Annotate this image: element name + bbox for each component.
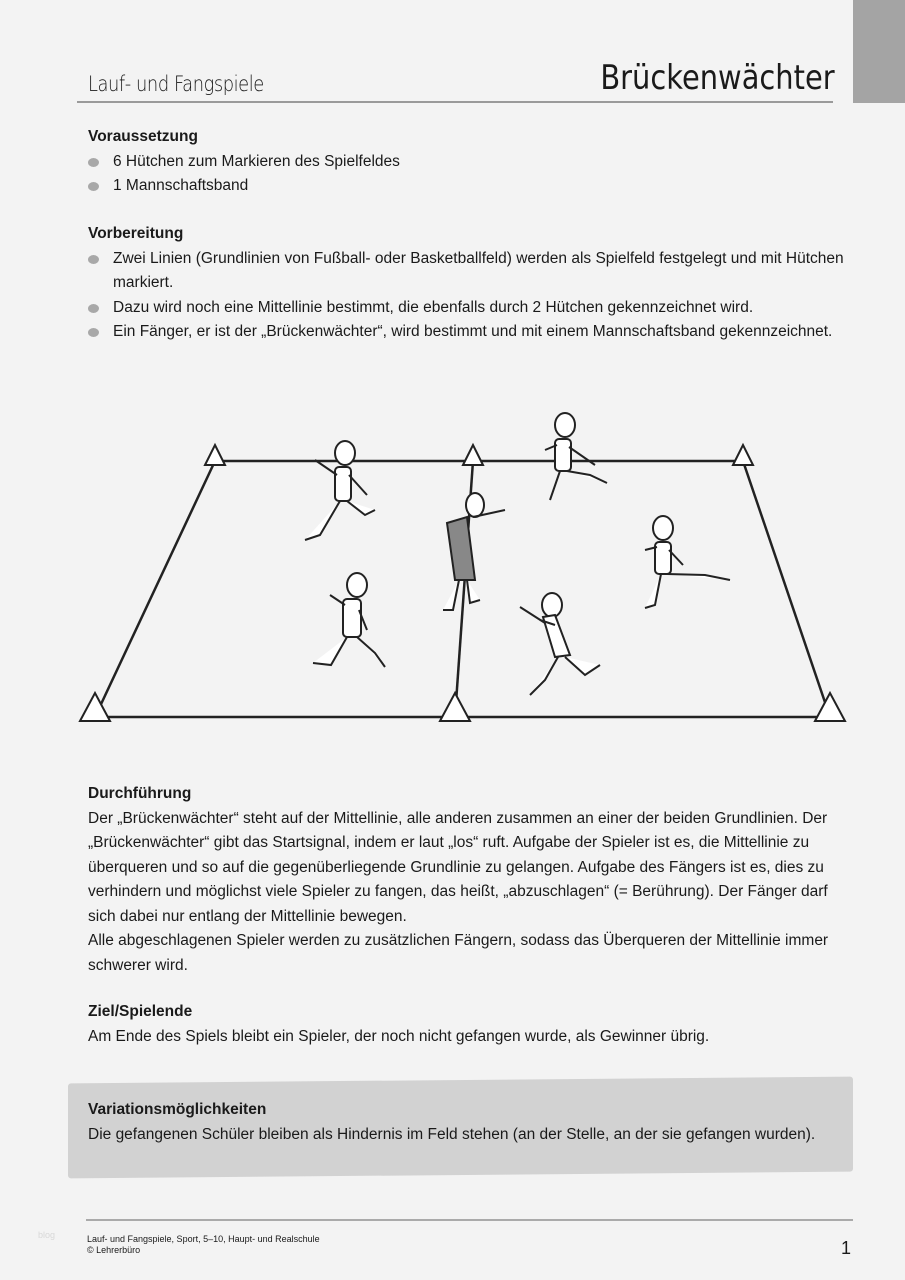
- list-item: 1 Mannschaftsband: [88, 174, 858, 199]
- player: [645, 516, 730, 608]
- section-durchfuehrung: [88, 782, 858, 978]
- section-heading: Vorbereitung: [88, 225, 184, 242]
- player: [305, 441, 375, 540]
- footer: [87, 1234, 320, 1256]
- footer-copyright: © Lehrerbüro: [87, 1245, 141, 1255]
- paragraph: Am Ende des Spiels bleibt ein Spieler, der noch nicht gefangen wurde, als Gewinner übrig.: [88, 1027, 710, 1045]
- cone: [815, 693, 845, 721]
- page-number: 1: [840, 1238, 851, 1258]
- section-heading: Variationsmöglichkeiten: [88, 1101, 267, 1118]
- watermark: blog: [38, 1230, 56, 1240]
- cone: [733, 445, 753, 465]
- cone: [205, 445, 225, 465]
- cone: [463, 445, 483, 465]
- list-item: Dazu wird noch eine Mittellinie bestimmt, die ebenfalls durch 2 Hütchen gekennzeichnet wird.: [88, 296, 858, 321]
- player-catcher: [443, 493, 505, 610]
- list-item: 6 Hütchen zum Markieren des Spielfeldes: [88, 150, 858, 175]
- playing-field-illustration: [75, 405, 855, 735]
- cones: [80, 445, 845, 721]
- player: [520, 593, 600, 695]
- section-variationen: [88, 1098, 858, 1147]
- section-vorbereitung: [88, 222, 858, 345]
- cone: [440, 693, 470, 721]
- section-heading: Voraussetzung: [88, 128, 198, 145]
- page-tab-marker: [853, 0, 905, 103]
- section-heading: Durchführung: [88, 785, 192, 802]
- list-item: Ein Fänger, er ist der „Brückenwächter“, wird bestimmt und mit einem Mannschaftsband gekennzeichnet.: [88, 320, 858, 345]
- paragraph: Alle abgeschlagenen Spieler werden zu zusätzlichen Fängern, sodass das Überqueren der Mittellinie immer schwerer wird.: [88, 932, 829, 974]
- field-lines: [95, 461, 830, 717]
- players: [305, 413, 730, 695]
- footer-source: Lauf- und Fangspiele, Sport, 5–10, Haupt- und Realschule: [87, 1234, 320, 1244]
- paragraph: Die gefangenen Schüler bleiben als Hindernis im Feld stehen (an der Stelle, an der sie gefangen wurden).: [88, 1125, 816, 1143]
- section-voraussetzung: [88, 125, 858, 199]
- paragraph: Der „Brückenwächter“ steht auf der Mittellinie, alle anderen zusammen an einer der beiden Grundlinien. Der „Brückenwächter“ gibt das Startsignal, indem er laut „los“ ruft. Aufgabe der Spieler ist es, die Mittellinie zu überqueren und so auf die gegenüberliegende Grundlinie zu gelangen. Aufgabe des Fängers ist es, dies zu verhindern und möglichst viele Spieler zu fangen, das heißt, „abzuschlagen“ (= Berührung). Der Fänger darf sich dabei nur entlang der Mittellinie bewegen.: [88, 809, 828, 925]
- player: [545, 413, 607, 500]
- player: [313, 573, 385, 667]
- header-divider: [77, 101, 833, 103]
- list-item: Zwei Linien (Grundlinien von Fußball- oder Basketballfeld) werden als Spielfeld festgelegt und mit Hütchen markiert.: [88, 247, 858, 296]
- category-title: Lauf- und Fangspiele: [88, 72, 264, 96]
- footer-divider: [86, 1219, 853, 1221]
- section-ziel: [88, 1000, 858, 1049]
- section-heading: Ziel/Spielende: [88, 1003, 193, 1020]
- page-title: Brückenwächter: [600, 58, 835, 98]
